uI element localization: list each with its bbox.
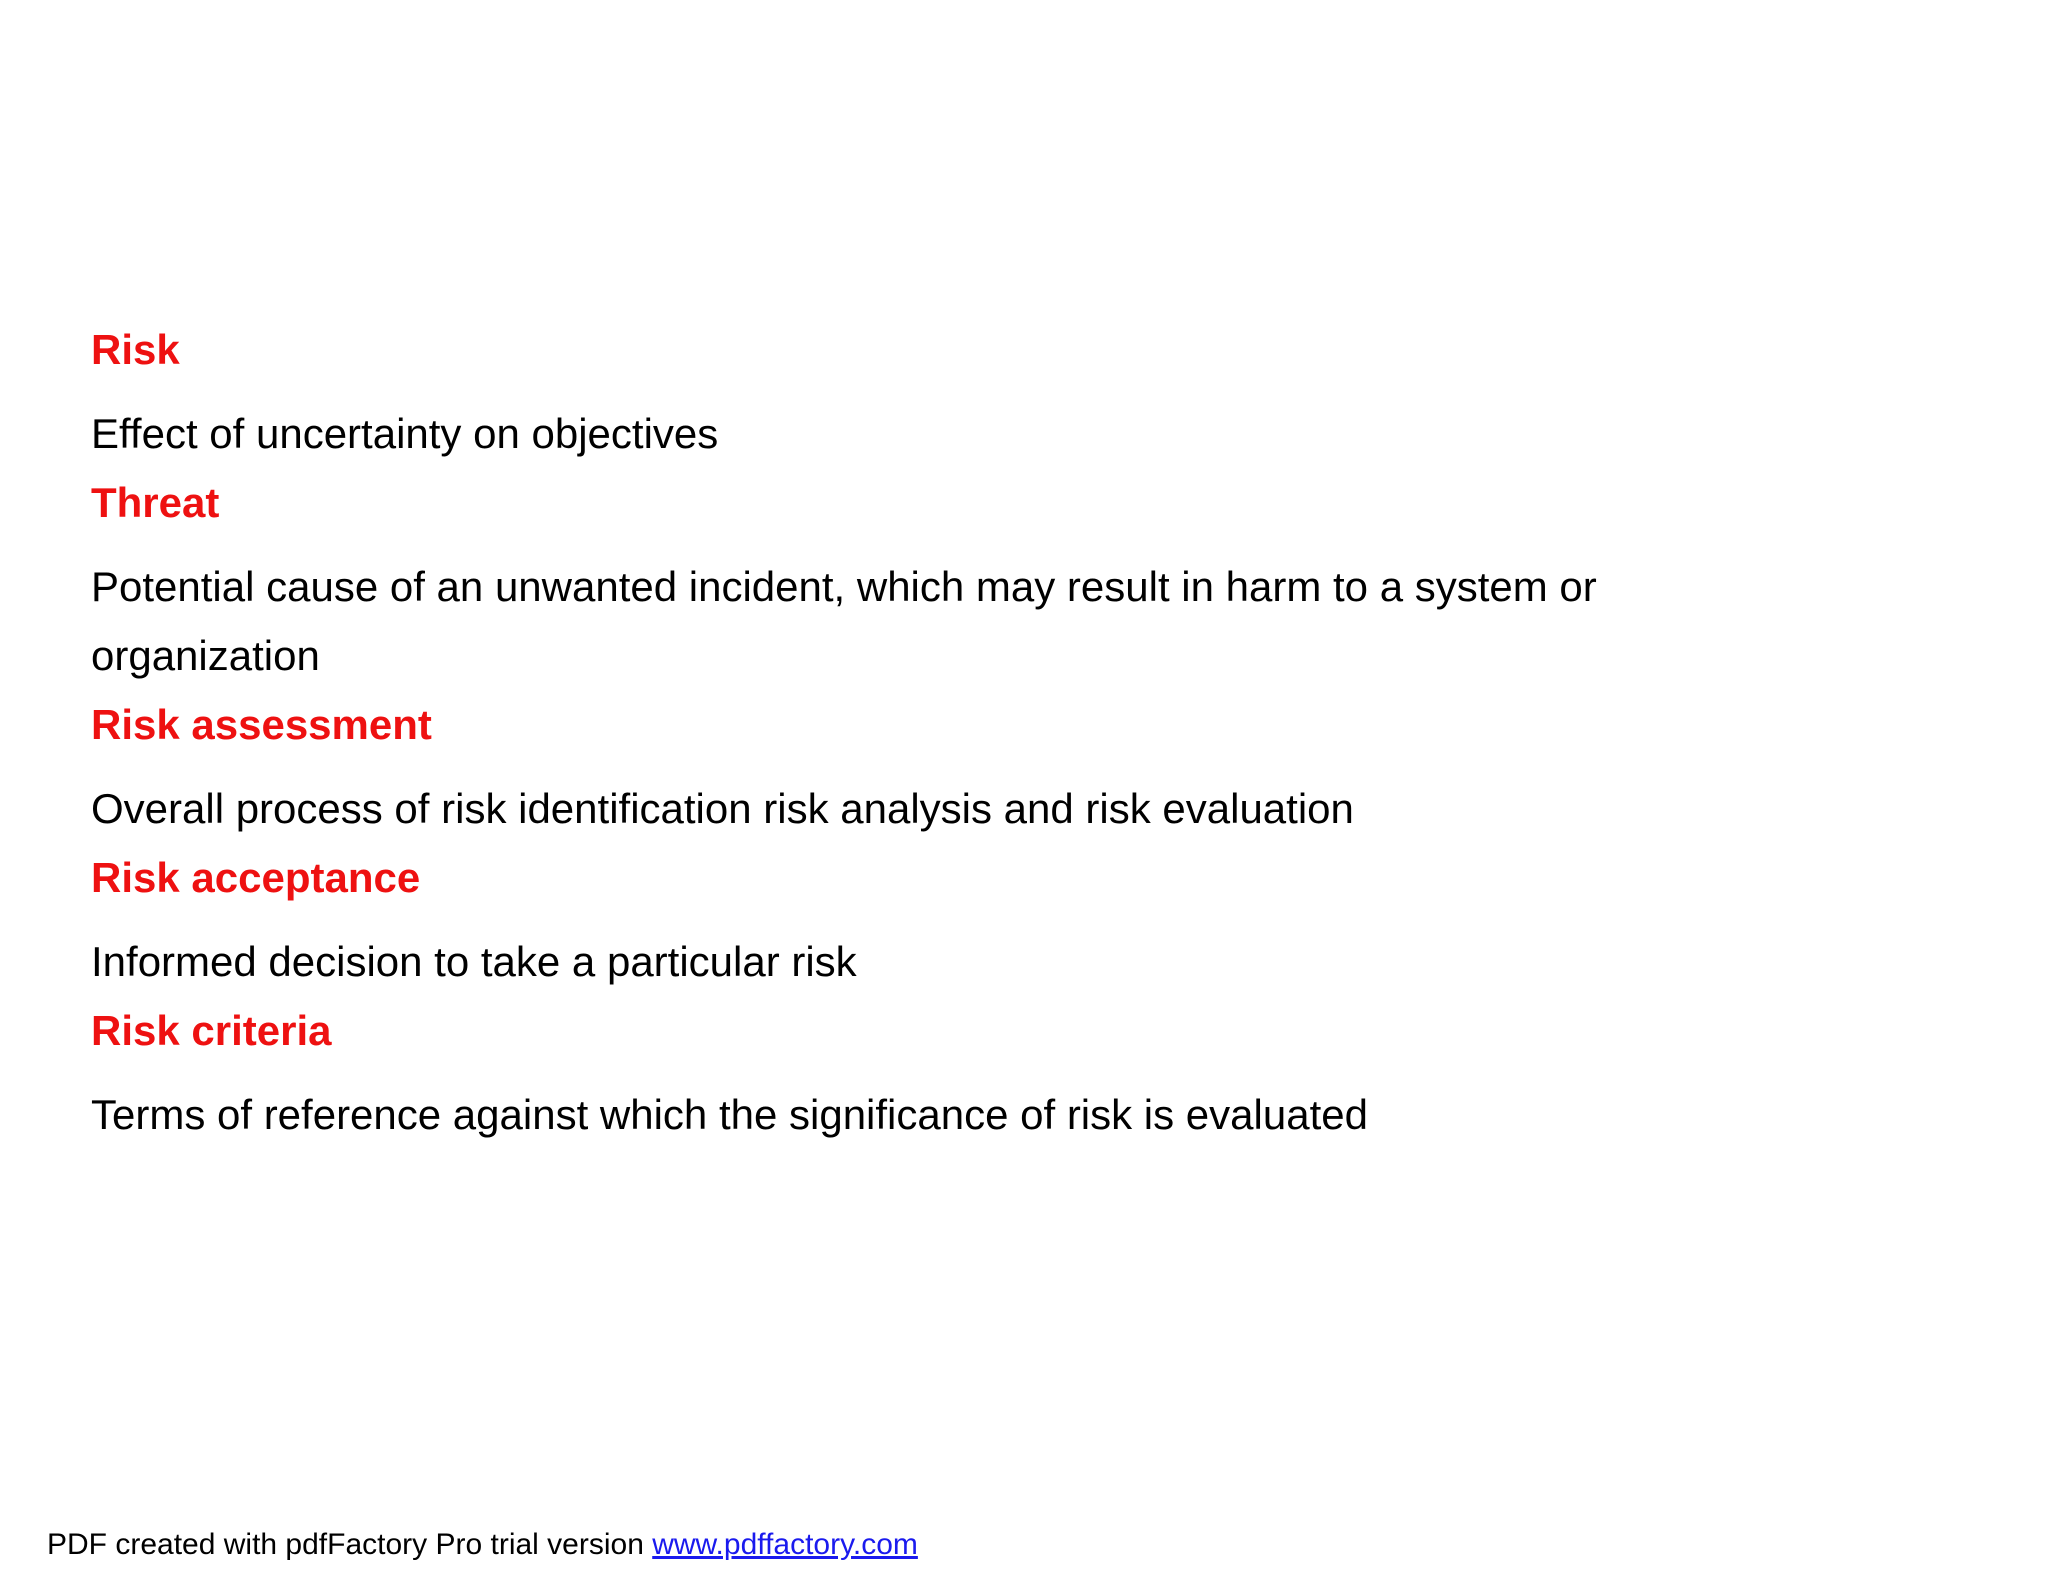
term-risk-acceptance: Risk acceptance <box>91 854 421 901</box>
definition-risk-criteria: Terms of reference against which the significance of risk is evaluated <box>91 1091 1368 1138</box>
term-risk-assessment: Risk assessment <box>91 701 432 748</box>
pdf-footer <box>47 1527 918 1563</box>
term-risk-criteria: Risk criteria <box>91 1007 332 1054</box>
definitions-list <box>91 325 1911 1159</box>
definition-risk-acceptance: Informed decision to take a particular risk <box>91 938 857 985</box>
definition-risk-assessment: Overall process of risk identification risk analysis and risk evaluation <box>91 785 1354 832</box>
footer-text: PDF created with pdfFactory Pro trial version <box>47 1528 653 1561</box>
definition-threat: Potential cause of an unwanted incident, which may result in harm to a system or organization <box>91 563 1597 679</box>
term-threat: Threat <box>91 479 220 526</box>
definition-risk: Effect of uncertainty on objectives <box>91 410 719 457</box>
pdffactory-link[interactable]: www.pdffactory.com <box>652 1528 918 1561</box>
term-risk: Risk <box>91 326 180 373</box>
